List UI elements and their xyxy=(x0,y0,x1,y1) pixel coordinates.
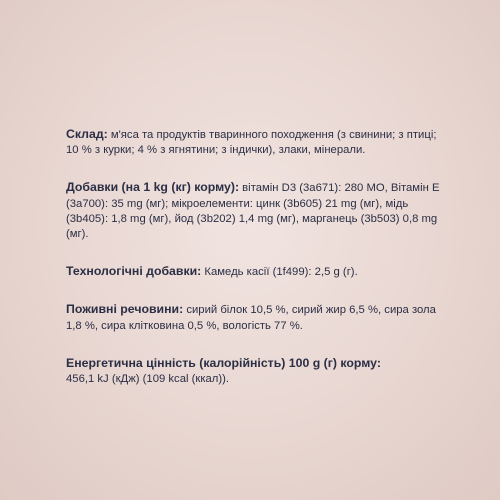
energy-value-text: 456,1 kJ (кДж) (109 kcal (ккал)). xyxy=(66,373,230,386)
composition-document xyxy=(66,127,446,409)
nutrients-text: сирий білок 10,5 %, сирий жир 6,5 %, сира зола 1,8 %, сира клітковина 0,5 %, вологість 77 %. xyxy=(66,304,436,332)
energy-value-label: Енергетична цінність (калорійність) 100 g (г) корму: xyxy=(66,355,381,370)
technological-additives-label: Технологічні добавки: xyxy=(66,264,202,279)
composition-label: Склад: xyxy=(66,127,108,141)
composition-text: м'яса та продуктів тваринного походження (з свинини; з птиці; 10 % з курки; 4 % з ягнятини; з індички), злаки, мінерали. xyxy=(66,129,437,157)
nutrients-label: Поживні речовини: xyxy=(66,302,184,317)
additives-label: Добавки (на 1 kg (кг) корму): xyxy=(66,180,240,195)
energy-value-paragraph xyxy=(66,356,446,387)
additives-paragraph xyxy=(66,180,446,242)
additives-text: вітамін D3 (3a671): 280 МО, Вітамін E (3a700): 35 mg (мг); мікроелементи: цинк (3b605) 21 mg (мг), мідь (3b405): 1,8 mg (мг), йод (3b202) 1,4 mg (мг), марганець (3b503) 0,8 mg (мг). xyxy=(66,182,440,241)
technological-additives-text: Камедь касії (1f499): 2,5 g (г). xyxy=(201,266,358,279)
nutrients-paragraph xyxy=(66,302,446,333)
composition-paragraph xyxy=(66,127,446,158)
technological-additives-paragraph xyxy=(66,264,446,280)
